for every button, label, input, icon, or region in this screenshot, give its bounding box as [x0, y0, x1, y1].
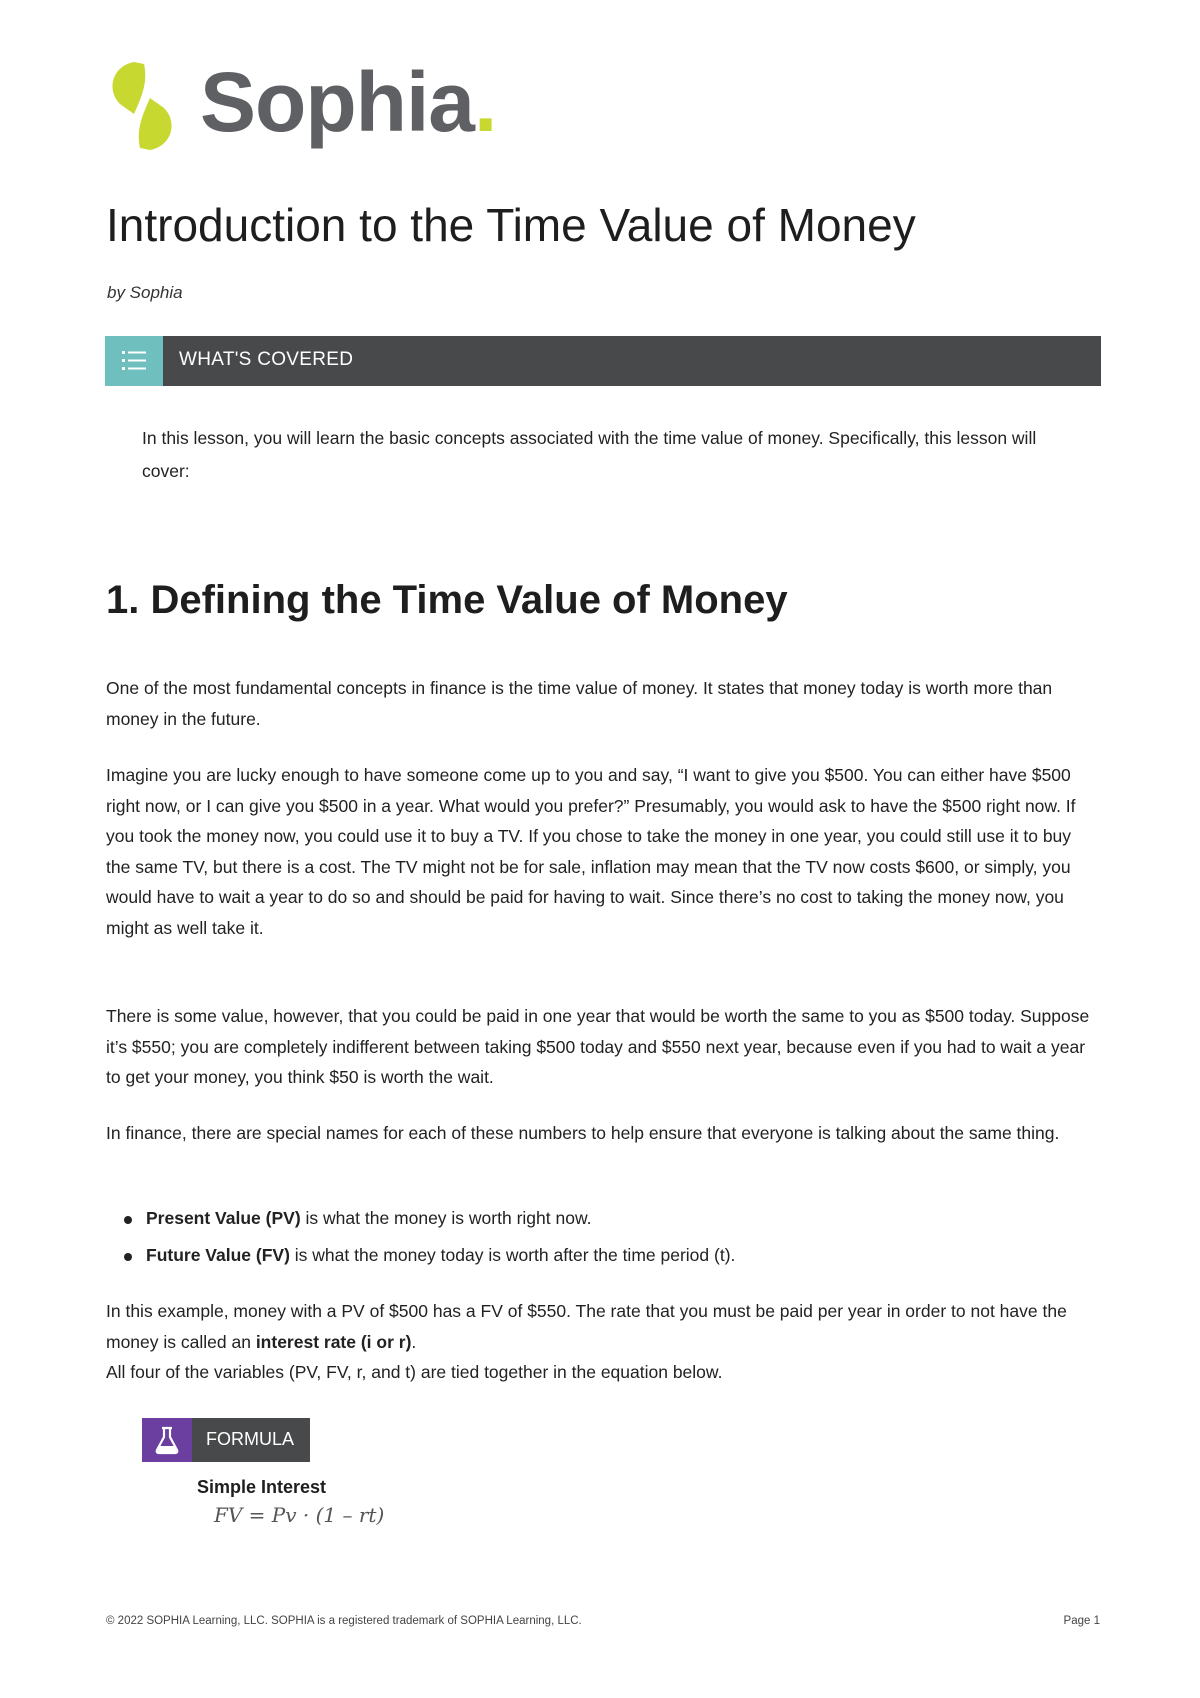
- paragraph-3: There is some value, however, that you could be paid in one year that would be worth the same to you as $500 today. Suppose it’s $550; you are completely indifferent between taking $500 today and $550 next year, because even if you had to wait a year to get your money, you think $50 is worth the wait.: [106, 1006, 1090, 1087]
- term-present-value: Present Value (PV): [146, 1208, 301, 1228]
- paragraph-2: Imagine you are lucky enough to have someone come up to you and say, “I want to give you $500. You can either have $500 right now, or I can give you $500 in a year. What would you prefer?” Presumably, you would ask to have the $500 right now. If you took the money now, you could use it to buy a TV. If you chose to take the money in one year, you could still use it to buy the same TV, but there is a cost. The TV might not be for sale, inflation may mean that the TV now costs $600, or simply, you would have to wait a year to do so and should be paid for having to wait. Since there’s no cost to taking the money now, you might as well take it.: [106, 765, 1076, 938]
- definition-text: is what the money is worth right now.: [300, 1208, 592, 1228]
- list-icon: [105, 336, 163, 386]
- paragraph-4: In finance, there are special names for each of these numbers to help ensure that everyone is talking about the same thing.: [106, 1123, 1060, 1143]
- variables-line: All four of the variables (PV, FV, r, and t) are tied together in the equation below.: [106, 1362, 723, 1382]
- flask-icon: [142, 1418, 192, 1462]
- formula-banner: [142, 1418, 310, 1462]
- formula-label: FORMULA: [206, 1429, 295, 1449]
- list-item: [106, 1240, 1096, 1277]
- brand-name: Sophia: [200, 55, 475, 149]
- byline: by Sophia: [107, 283, 183, 302]
- page-title: Introduction to the Time Value of Money: [106, 199, 916, 251]
- example-text: In this example, money with a PV of $500 has a FV of $550. The rate that you must be paid per year in order to not have the money is called an: [106, 1301, 1067, 1352]
- footer-copyright: © 2022 SOPHIA Learning, LLC. SOPHIA is a registered trademark of SOPHIA Learning, LLC.: [106, 1615, 582, 1627]
- list-item: [106, 1203, 1096, 1240]
- definition-list: [106, 1203, 1096, 1277]
- section-heading: 1. Defining the Time Value of Money: [106, 578, 788, 622]
- example-paragraph: [106, 1296, 1096, 1388]
- page-number: Page 1: [1063, 1615, 1100, 1627]
- bullet-icon: [124, 1253, 132, 1261]
- formula-name: Simple Interest: [197, 1477, 327, 1497]
- term-interest-rate: interest rate (i or r): [255, 1331, 412, 1352]
- logo-wordmark: Sophia.: [200, 55, 497, 149]
- formula-equation: FV = Pv · (1 – rt): [214, 1503, 385, 1527]
- whats-covered-banner: [105, 336, 1101, 386]
- sophia-logo: [104, 56, 524, 156]
- whats-covered-label: WHAT'S COVERED: [179, 349, 354, 370]
- bullet-icon: [124, 1216, 132, 1224]
- term-future-value: Future Value (FV): [146, 1245, 290, 1265]
- definition-text: is what the money today is worth after the time period (t).: [289, 1245, 736, 1265]
- sophia-logo-mark-icon: [104, 56, 180, 156]
- example-end: .: [411, 1331, 417, 1352]
- whats-covered-text: In this lesson, you will learn the basic concepts associated with the time value of money. Specifically, this lesson will cover:: [142, 428, 1037, 481]
- paragraph-1: One of the most fundamental concepts in finance is the time value of money. It states that money today is worth more than money in the future.: [106, 678, 1053, 729]
